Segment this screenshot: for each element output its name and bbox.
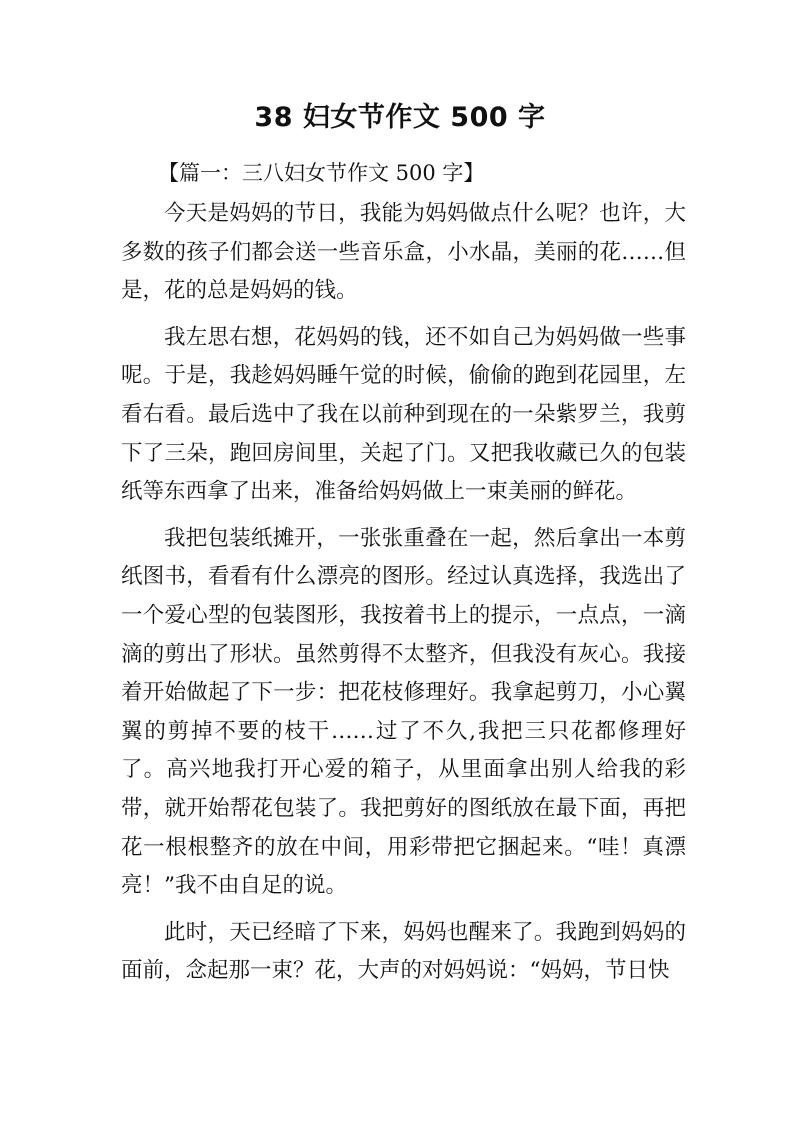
document-title: 38 妇女节作文 500 字: [254, 102, 546, 133]
paragraph-2: 我左思右想，花妈妈的钱，还不如自己为妈妈做一些事呢。于是，我趁妈妈睡午觉的时候，偷偷的跑到花园里，左看右看。最后选中了我在以前种到现在的一朵紫罗兰，我剪下了三朵，跑回房间里，关起了门。又把我收藏已久的包装纸等东西拿了出来，准备给妈妈做上一束美丽的鲜花。: [121, 324, 686, 505]
section-heading: 【篇一：三八妇女节作文 500 字】: [158, 161, 485, 185]
article-body: [121, 195, 686, 999]
paragraph-3: 我把包装纸摊开，一张张重叠在一起，然后拿出一本剪纸图书，看看有什么漂亮的图形。经过认真选择，我选出了一个爱心型的包装图形，我按着书上的提示，一点点，一滴滴的剪出了形状。虽然剪得不太整齐，但我没有灰心。我接着开始做起了下一步：把花枝修理好。我拿起剪刀，小心翼翼的剪掉不要的枝干……过了不久,我把三只花都修理好了。高兴地我打开心爱的箱子，从里面拿出别人给我的彩带，就开始帮花包装了。我把剪好的图纸放在最下面，再把花一根根整齐的放在中间，用彩带把它捆起来。“哇！真漂亮！”我不由自足的说。: [121, 525, 686, 899]
paragraph-4: 此时，天已经暗了下来，妈妈也醒来了。我跑到妈妈的面前，念起那一束？花，大声的对妈妈说：“妈妈，节日快: [121, 919, 686, 984]
paragraph-1: 今天是妈妈的节日，我能为妈妈做点什么呢？也许，大多数的孩子们都会送一些音乐盒，小水晶，美丽的花……但是，花的总是妈妈的钱。: [121, 201, 686, 304]
